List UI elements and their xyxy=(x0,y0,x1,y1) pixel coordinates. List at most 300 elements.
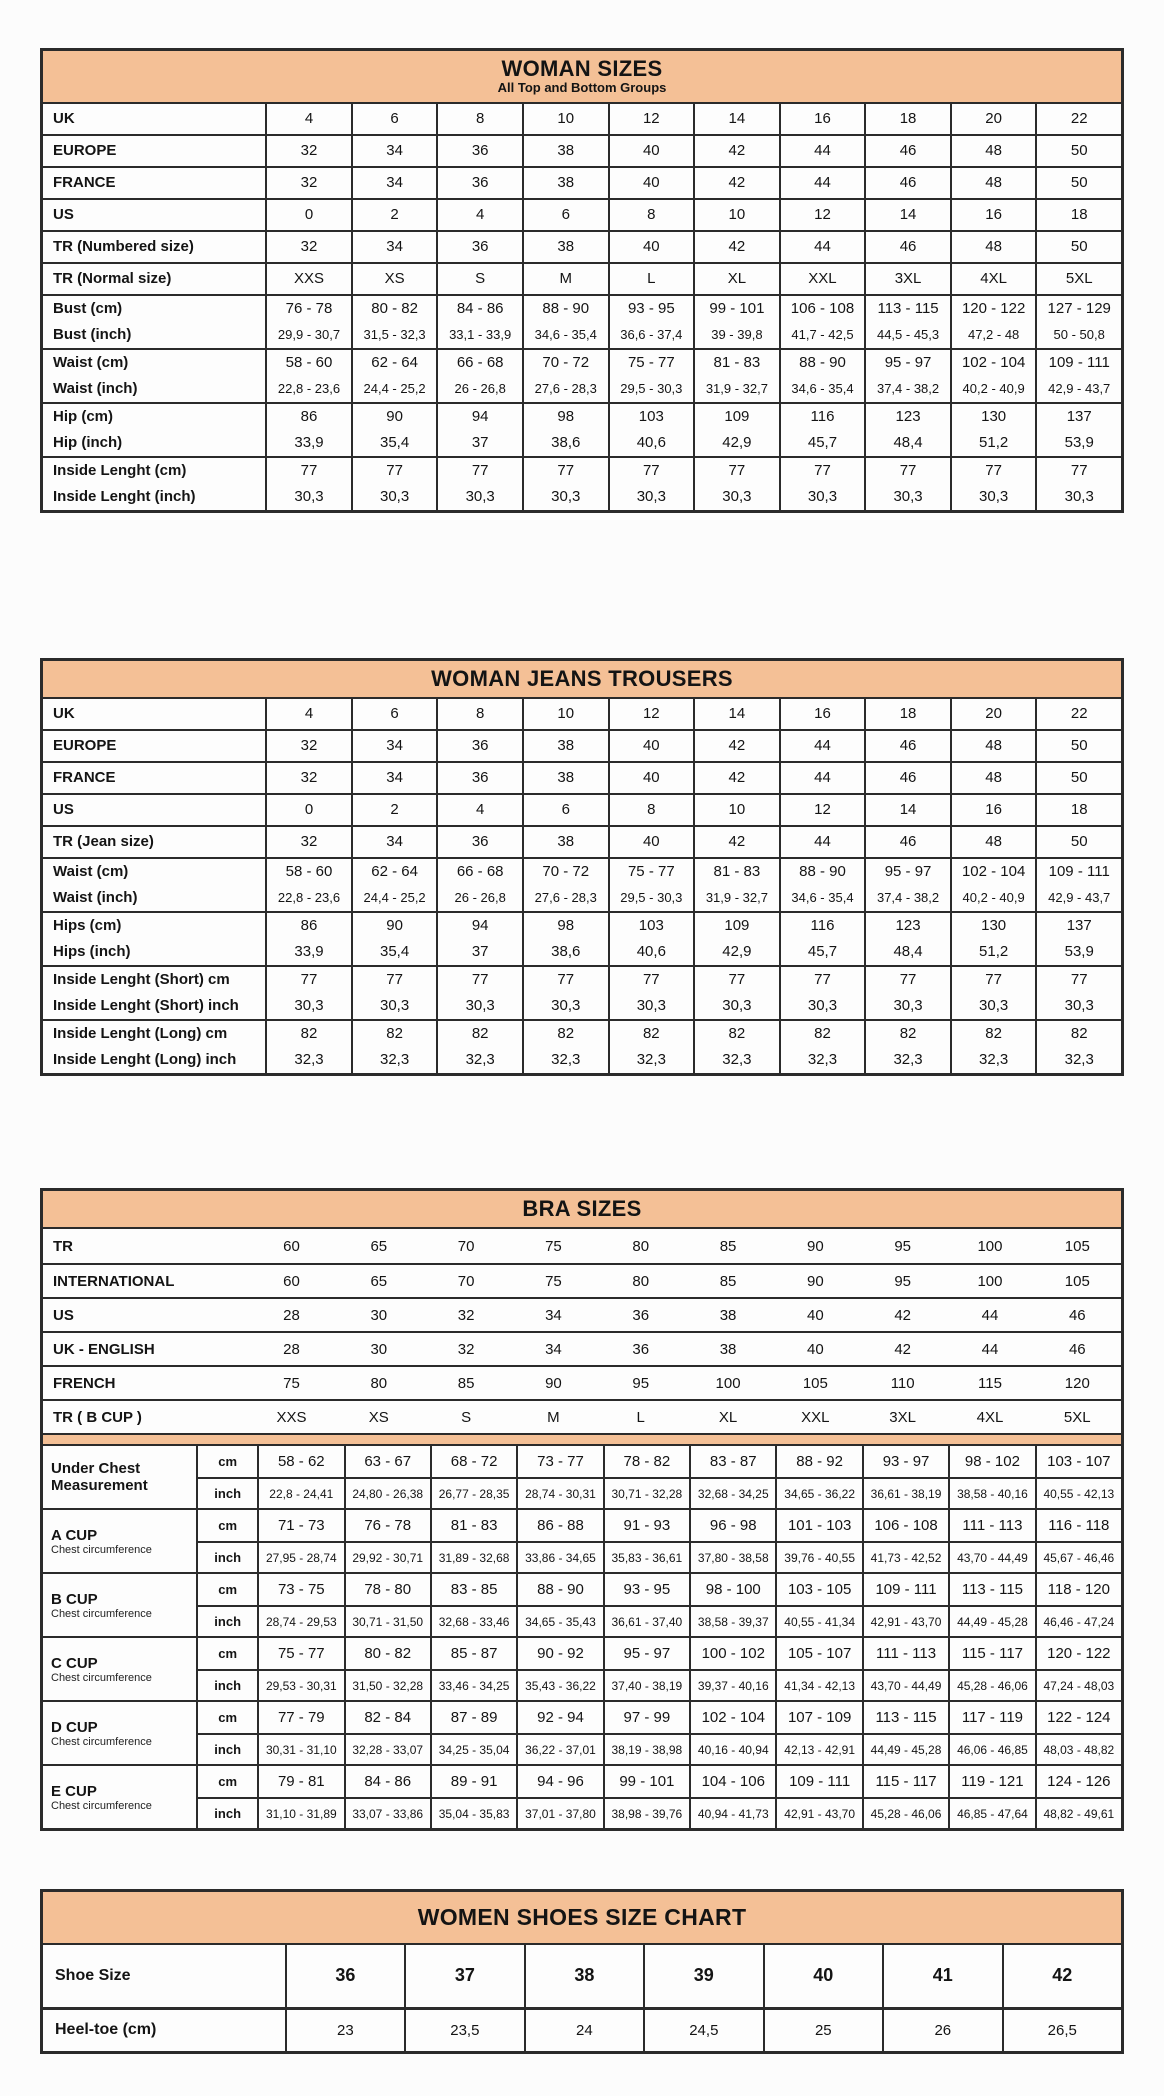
unit-label: inch xyxy=(198,1479,259,1508)
table-cell: 32 xyxy=(267,232,353,262)
table-row xyxy=(198,1797,1121,1828)
row-group xyxy=(43,965,1121,1019)
table-cell: 33,9 xyxy=(267,939,353,965)
table-cell: 34,6 - 35,4 xyxy=(781,376,867,402)
table-cell: 82 xyxy=(866,1021,952,1047)
table-cell: 32 xyxy=(457,1340,475,1358)
table-cell: 113 - 115 xyxy=(864,1702,950,1733)
table-cell: 36 xyxy=(632,1340,650,1358)
table-cell: 48 xyxy=(952,136,1038,166)
table-cell: 32,3 xyxy=(866,1047,952,1073)
table-cell: 51,2 xyxy=(952,939,1038,965)
table-cell: 116 xyxy=(781,404,867,430)
table-cell: 98 xyxy=(524,404,610,430)
table-cell: 2 xyxy=(353,795,439,825)
table-cell: 33,1 - 33,9 xyxy=(438,322,524,348)
table-cell: 85 - 87 xyxy=(432,1638,518,1669)
table-cell: 6 xyxy=(353,699,439,729)
table-cell: 100 xyxy=(715,1374,741,1392)
table-cell: 40 xyxy=(610,731,696,761)
table-cell: 39 - 39,8 xyxy=(695,322,781,348)
table-cell: 46 xyxy=(866,827,952,857)
table-cell: 43,70 - 44,49 xyxy=(864,1671,950,1700)
table-cell: 43,70 - 44,49 xyxy=(950,1543,1036,1572)
table-cell: 42 xyxy=(1052,1965,1073,1986)
table-cell: 26 - 26,8 xyxy=(438,376,524,402)
table-cell: 77 xyxy=(610,967,696,993)
table-cell: XL xyxy=(718,1408,738,1426)
table-cell: 86 xyxy=(267,913,353,939)
row-label: Waist (cm) xyxy=(43,859,267,885)
table-cell: 95 xyxy=(632,1374,650,1392)
table-cell: 32,3 xyxy=(1064,1051,1094,1069)
measurement-rows xyxy=(198,1510,1121,1572)
table-cell: 123 xyxy=(866,913,952,939)
table-cell: 23,5 xyxy=(406,2010,525,2051)
table-row xyxy=(43,2007,1121,2051)
table-cell: 32,68 - 33,46 xyxy=(432,1607,518,1636)
table-cell: 70 xyxy=(457,1272,475,1290)
table-cell: 30,3 xyxy=(438,993,524,1019)
measurement-group xyxy=(43,1764,1121,1828)
table-cell: 80 - 82 xyxy=(346,1638,432,1669)
table-cell: 44 xyxy=(981,1340,999,1358)
table-row xyxy=(43,885,1121,911)
table-cell: 32 xyxy=(267,827,353,857)
table-cell: 35,04 - 35,83 xyxy=(432,1799,518,1828)
table-cell: 45,28 - 46,06 xyxy=(950,1671,1036,1700)
row-label: Hip (cm) xyxy=(43,404,267,430)
table-cell: 30,3 xyxy=(952,484,1038,510)
table-cell: 46,85 - 47,64 xyxy=(950,1799,1036,1828)
table-cell: 8 xyxy=(438,699,524,729)
table-cell: 37,01 - 37,80 xyxy=(518,1799,604,1828)
row-label-sub: Chest circumference xyxy=(51,1735,152,1748)
row-group xyxy=(43,911,1121,965)
table-cell: 34,65 - 35,43 xyxy=(518,1607,604,1636)
table-cell: 30,3 xyxy=(695,484,781,510)
row-label xyxy=(43,1702,198,1764)
table-cell: 79 - 81 xyxy=(259,1766,345,1797)
table-cell: 68 - 72 xyxy=(432,1446,518,1477)
row-label-main: Under Chest Measurement xyxy=(51,1459,148,1495)
row-label: Hips (cm) xyxy=(43,913,267,939)
table-cell: 78 - 80 xyxy=(346,1574,432,1605)
table-row xyxy=(43,350,1121,376)
table-cell: 85 xyxy=(719,1237,737,1255)
table-cell: 4 xyxy=(438,795,524,825)
table-cell: 22 xyxy=(1070,110,1088,128)
table-cell: 40 xyxy=(765,1945,884,2007)
table-cell: 38,98 - 39,76 xyxy=(605,1799,691,1828)
table-cell: 16 xyxy=(952,200,1038,230)
table-row xyxy=(43,731,1121,761)
table-cell: 60 xyxy=(283,1272,300,1290)
table-cell: 46 xyxy=(1068,1340,1086,1358)
table-cell: 102 - 104 xyxy=(691,1702,777,1733)
table-cell: 127 - 129 xyxy=(1047,300,1111,318)
table-row xyxy=(198,1638,1121,1669)
table-cell: 8 xyxy=(610,200,696,230)
row-label: Inside Lenght (cm) xyxy=(43,458,267,484)
table-cell: 32 xyxy=(267,731,353,761)
row-label: Inside Lenght (Long) inch xyxy=(43,1047,267,1073)
table-row xyxy=(43,232,1121,262)
table-cell: 106 - 108 xyxy=(781,296,867,322)
table-cell: 71 - 73 xyxy=(259,1510,345,1541)
row-label: Waist (inch) xyxy=(43,885,267,911)
table-cell: 31,5 - 32,3 xyxy=(353,322,439,348)
table-cell: 44,5 - 45,3 xyxy=(866,322,952,348)
table-cell: 18 xyxy=(1070,206,1088,224)
table-cell: 88 - 90 xyxy=(518,1574,604,1605)
table-cell: 38 xyxy=(526,1945,645,2007)
row-label-main: B CUP xyxy=(51,1590,98,1608)
table-cell: 80 xyxy=(632,1272,650,1290)
table-cell: 26,77 - 28,35 xyxy=(432,1479,518,1508)
table-cell: 50 xyxy=(1070,174,1088,192)
table-cell: 14 xyxy=(695,104,781,134)
table-cell: 4 xyxy=(267,699,353,729)
table-cell: 38,19 - 38,98 xyxy=(605,1735,691,1764)
table-cell: 44 xyxy=(781,827,867,857)
table-cell: 90 xyxy=(807,1272,824,1290)
woman-jeans-table xyxy=(40,658,1124,1076)
table-title: BRA SIZES xyxy=(522,1195,642,1221)
table-cell: 12 xyxy=(610,104,696,134)
row-group xyxy=(43,825,1121,857)
table-cell: 85 xyxy=(719,1272,737,1290)
row-label: TR xyxy=(53,1237,73,1255)
table-cell: 120 - 122 xyxy=(952,296,1038,322)
row-label: Inside Lenght (Short) inch xyxy=(43,993,267,1019)
table-cell: 95 - 97 xyxy=(605,1638,691,1669)
unit-label: cm xyxy=(198,1638,259,1669)
table-cell: 50 - 50,8 xyxy=(1053,327,1105,343)
table-cell: 41,7 - 42,5 xyxy=(781,322,867,348)
table-cell: 24,4 - 25,2 xyxy=(353,376,439,402)
table-cell: 137 xyxy=(1066,408,1092,426)
table-cell: 48 xyxy=(952,731,1038,761)
table-cell: 5XL xyxy=(1065,270,1093,288)
table-cell: 36 xyxy=(438,731,524,761)
table-cell: 30,3 xyxy=(524,484,610,510)
table-row xyxy=(43,1263,1121,1297)
table-cell: 88 - 92 xyxy=(777,1446,863,1477)
woman-sizes-body xyxy=(43,104,1121,510)
table-cell: 28 xyxy=(283,1340,300,1358)
table-cell: 36 xyxy=(438,136,524,166)
table-cell: 117 - 119 xyxy=(950,1702,1036,1733)
row-group xyxy=(43,456,1121,510)
table-cell: 75 - 77 xyxy=(610,350,696,376)
table-cell: 37 xyxy=(406,1945,525,2007)
table-cell: 102 - 104 xyxy=(952,350,1038,376)
table-cell: 37 xyxy=(438,939,524,965)
row-label: EUROPE xyxy=(43,136,267,166)
table-cell: 32,3 xyxy=(781,1047,867,1073)
table-cell: 32 xyxy=(267,136,353,166)
table-cell: 38,58 - 39,37 xyxy=(691,1607,777,1636)
table-cell: 81 - 83 xyxy=(695,350,781,376)
table-cell: 30,3 xyxy=(1064,488,1094,506)
measurement-group xyxy=(43,1572,1121,1636)
table-cell: 44,49 - 45,28 xyxy=(950,1607,1036,1636)
table-cell: 77 xyxy=(438,458,524,484)
table-cell: 31,9 - 32,7 xyxy=(695,376,781,402)
table-cell: 26,5 xyxy=(1047,2021,1077,2039)
row-label xyxy=(43,1446,198,1508)
table-cell: 107 - 109 xyxy=(777,1702,863,1733)
table-cell: 82 xyxy=(267,1021,353,1047)
table-cell: 111 - 113 xyxy=(864,1638,950,1669)
table-cell: 48 xyxy=(952,763,1038,793)
table-cell: 30,71 - 32,28 xyxy=(605,1479,691,1508)
table-cell: 77 xyxy=(695,458,781,484)
table-cell: 124 - 126 xyxy=(1047,1773,1111,1791)
table-cell: 58 - 60 xyxy=(267,859,353,885)
table-cell: 0 xyxy=(267,795,353,825)
table-cell: 48 xyxy=(952,232,1038,262)
table-cell: 77 xyxy=(781,458,867,484)
table-cell: 86 xyxy=(267,404,353,430)
table-cell: 115 xyxy=(978,1374,1002,1392)
row-label: TR (Jean size) xyxy=(43,827,267,857)
row-group xyxy=(43,857,1121,911)
table-cell: 30,71 - 31,50 xyxy=(346,1607,432,1636)
row-label: FRENCH xyxy=(53,1374,116,1392)
table-cell: 75 xyxy=(545,1237,562,1255)
table-cell: 101 - 103 xyxy=(777,1510,863,1541)
table-cell: 98 - 102 xyxy=(950,1446,1036,1477)
table-cell: 42,13 - 42,91 xyxy=(777,1735,863,1764)
table-cell: 105 xyxy=(1064,1237,1090,1255)
row-label: Bust (inch) xyxy=(43,322,267,348)
table-cell: 34 xyxy=(353,136,439,166)
table-cell: 77 xyxy=(1070,462,1088,480)
table-cell: 42,9 xyxy=(695,430,781,456)
table-cell: 36 xyxy=(287,1945,406,2007)
table-cell: 81 - 83 xyxy=(432,1510,518,1541)
table-cell: 90 - 92 xyxy=(518,1638,604,1669)
table-row xyxy=(43,795,1121,825)
table-cell: 82 xyxy=(353,1021,439,1047)
table-cell: 42 xyxy=(695,136,781,166)
table-cell: 30,3 xyxy=(267,993,353,1019)
row-group xyxy=(43,294,1121,348)
table-cell: 42 xyxy=(695,827,781,857)
table-cell: 29,92 - 30,71 xyxy=(346,1543,432,1572)
table-cell: 82 xyxy=(1070,1025,1088,1043)
row-label: Shoe Size xyxy=(43,1945,287,2007)
table-cell: 8 xyxy=(438,104,524,134)
table-cell: XS xyxy=(353,264,439,294)
table-cell: 36,61 - 37,40 xyxy=(605,1607,691,1636)
table-cell: 6 xyxy=(524,795,610,825)
row-label-main: A CUP xyxy=(51,1526,98,1544)
table-cell: 78 - 82 xyxy=(605,1446,691,1477)
table-cell: 48,03 - 48,82 xyxy=(1043,1742,1115,1757)
table-cell: 28,74 - 29,53 xyxy=(259,1607,345,1636)
bra-sizes-table xyxy=(40,1188,1124,1831)
table-cell: 39,76 - 40,55 xyxy=(777,1543,863,1572)
unit-label: cm xyxy=(198,1574,259,1605)
table-cell: 32,68 - 34,25 xyxy=(691,1479,777,1508)
table-subtitle: All Top and Bottom Groups xyxy=(497,80,667,96)
woman-sizes-header xyxy=(43,51,1121,104)
table-cell: 29,5 - 30,3 xyxy=(610,376,696,402)
table-cell: 58 - 62 xyxy=(259,1446,345,1477)
table-cell: 46 xyxy=(866,232,952,262)
table-cell: 28 xyxy=(283,1306,300,1324)
table-cell: 32,3 xyxy=(267,1047,353,1073)
table-cell: 40,6 xyxy=(610,430,696,456)
table-row xyxy=(43,1365,1121,1399)
table-cell: 100 xyxy=(977,1237,1003,1255)
table-cell: 18 xyxy=(1070,801,1088,819)
row-label: Hip (inch) xyxy=(43,430,267,456)
table-cell: XXS xyxy=(267,264,353,294)
table-cell: 103 xyxy=(610,404,696,430)
table-cell: 30,3 xyxy=(610,484,696,510)
table-cell: 70 - 72 xyxy=(524,350,610,376)
row-label: Heel-toe (cm) xyxy=(43,2010,287,2051)
table-cell: 2 xyxy=(353,200,439,230)
table-cell: 38 xyxy=(524,763,610,793)
table-cell: 100 xyxy=(977,1272,1003,1290)
table-cell: 116 xyxy=(781,913,867,939)
table-cell: 83 - 87 xyxy=(691,1446,777,1477)
table-cell: 75 - 77 xyxy=(610,859,696,885)
table-row xyxy=(43,484,1121,510)
table-cell: 12 xyxy=(781,200,867,230)
row-group xyxy=(43,761,1121,793)
table-cell: 88 - 90 xyxy=(524,296,610,322)
table-cell: 77 xyxy=(695,967,781,993)
table-cell: 77 xyxy=(781,967,867,993)
table-cell: 12 xyxy=(781,795,867,825)
table-cell: 25 xyxy=(765,2010,884,2051)
table-cell: 109 xyxy=(695,404,781,430)
table-cell: 90 xyxy=(353,404,439,430)
table-cell: 32 xyxy=(267,168,353,198)
table-row xyxy=(43,136,1121,166)
table-cell: 77 xyxy=(524,458,610,484)
table-cell: 46,46 - 47,24 xyxy=(1043,1614,1115,1629)
table-cell: 77 xyxy=(267,967,353,993)
row-label: UK - ENGLISH xyxy=(53,1340,155,1358)
table-cell: 36 xyxy=(438,827,524,857)
table-row xyxy=(43,430,1121,456)
table-cell: 34,6 - 35,4 xyxy=(524,322,610,348)
table-cell: 118 - 120 xyxy=(1047,1581,1110,1599)
table-row xyxy=(198,1702,1121,1733)
unit-label: inch xyxy=(198,1671,259,1700)
table-cell: 38,6 xyxy=(524,430,610,456)
measurement-group xyxy=(43,1508,1121,1572)
table-cell: 32,3 xyxy=(610,1047,696,1073)
table-cell: 42,91 - 43,70 xyxy=(864,1607,950,1636)
table-cell: 120 - 122 xyxy=(1047,1645,1111,1663)
table-cell: 62 - 64 xyxy=(353,859,439,885)
table-cell: 32 xyxy=(267,763,353,793)
table-cell: 110 xyxy=(890,1374,915,1392)
table-cell: 37,80 - 38,58 xyxy=(691,1543,777,1572)
table-cell: 30 xyxy=(370,1306,388,1324)
table-cell: 33,46 - 34,25 xyxy=(432,1671,518,1700)
table-cell: 81 - 83 xyxy=(695,859,781,885)
table-row xyxy=(43,939,1121,965)
row-label: US xyxy=(53,1306,74,1324)
row-label: Inside Lenght (Short) cm xyxy=(43,967,267,993)
table-cell: 29,9 - 30,7 xyxy=(267,322,353,348)
table-cell: 84 - 86 xyxy=(438,296,524,322)
table-cell: 40 xyxy=(610,827,696,857)
table-cell: 40 xyxy=(807,1340,824,1358)
table-cell: 38,6 xyxy=(524,939,610,965)
table-row xyxy=(43,827,1121,857)
table-cell: 32,3 xyxy=(952,1047,1038,1073)
table-cell: 137 xyxy=(1066,917,1092,935)
table-cell: 98 xyxy=(524,913,610,939)
row-label: Hips (inch) xyxy=(43,939,267,965)
table-cell: 40,55 - 42,13 xyxy=(1043,1486,1115,1501)
table-cell: 38 xyxy=(719,1306,737,1324)
table-cell: M xyxy=(547,1408,560,1426)
row-group xyxy=(43,348,1121,402)
row-group xyxy=(43,166,1121,198)
table-cell: 34 xyxy=(353,168,439,198)
table-cell: 34 xyxy=(545,1340,562,1358)
table-cell: 82 xyxy=(695,1021,781,1047)
row-label: FRANCE xyxy=(43,763,267,793)
table-cell: 88 - 90 xyxy=(781,859,867,885)
table-cell: 80 xyxy=(632,1237,650,1255)
table-cell: 109 - 111 xyxy=(864,1574,950,1605)
table-cell: 44 xyxy=(781,168,867,198)
table-cell: 30,3 xyxy=(524,993,610,1019)
table-cell: 130 xyxy=(952,404,1038,430)
table-cell: 77 xyxy=(952,967,1038,993)
table-row xyxy=(43,763,1121,793)
table-cell: 38 xyxy=(524,136,610,166)
table-cell: 109 xyxy=(695,913,781,939)
table-cell: 34 xyxy=(353,731,439,761)
table-cell: 20 xyxy=(952,104,1038,134)
table-cell: 44 xyxy=(781,763,867,793)
row-group xyxy=(43,729,1121,761)
table-cell: 30,3 xyxy=(267,484,353,510)
row-label xyxy=(43,1638,198,1700)
table-cell: 50 xyxy=(1070,737,1088,755)
table-cell: 92 - 94 xyxy=(518,1702,604,1733)
table-row xyxy=(198,1477,1121,1508)
table-cell: 115 - 117 xyxy=(950,1638,1036,1669)
row-label-sub: Chest circumference xyxy=(51,1543,152,1556)
table-cell: 47,2 - 48 xyxy=(952,322,1038,348)
table-cell: 14 xyxy=(866,200,952,230)
table-cell: 77 xyxy=(610,458,696,484)
row-label: EUROPE xyxy=(43,731,267,761)
table-cell: 33,86 - 34,65 xyxy=(518,1543,604,1572)
table-cell: 36 xyxy=(438,763,524,793)
table-cell: 123 xyxy=(866,404,952,430)
table-cell: 42,9 - 43,7 xyxy=(1048,381,1111,397)
table-cell: 85 xyxy=(457,1374,475,1392)
table-cell: 75 xyxy=(283,1374,300,1392)
table-cell: 100 - 102 xyxy=(691,1638,777,1669)
table-row xyxy=(198,1605,1121,1636)
